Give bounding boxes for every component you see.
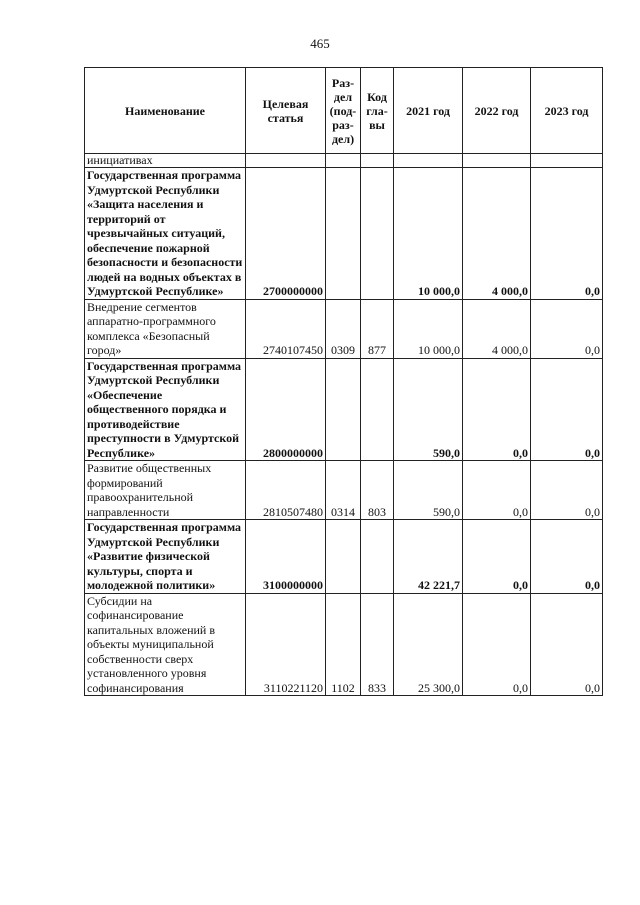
cell-section: 0314 bbox=[326, 461, 361, 520]
cell-code: 3100000000 bbox=[246, 520, 326, 594]
cell-chapter bbox=[361, 520, 394, 594]
cell-name: Внедрение сегментов аппаратно-программного комплекса «Безопасный город» bbox=[85, 299, 246, 358]
cell-2023: 0,0 bbox=[531, 299, 603, 358]
cell-name: Государственная программа Удмуртской Республики «Обеспечение общественного порядка и противодействие преступности в Удмуртской Республике» bbox=[85, 358, 246, 461]
cell-2023: 0,0 bbox=[531, 520, 603, 594]
cell-2023: 0,0 bbox=[531, 593, 603, 696]
table-row bbox=[85, 520, 603, 594]
cell-2022: 0,0 bbox=[463, 461, 531, 520]
cell-name: Субсидии на софинансирование капитальных вложений в объекты муниципальной собственности сверх установленного уровня софинансирования bbox=[85, 593, 246, 696]
cell-chapter bbox=[361, 154, 394, 168]
header-2023: 2023 год bbox=[531, 68, 603, 154]
cell-chapter bbox=[361, 358, 394, 461]
cell-2021: 10 000,0 bbox=[394, 299, 463, 358]
cell-2023 bbox=[531, 154, 603, 168]
cell-chapter: 803 bbox=[361, 461, 394, 520]
header-2021: 2021 год bbox=[394, 68, 463, 154]
cell-2021: 42 221,7 bbox=[394, 520, 463, 594]
cell-2021: 590,0 bbox=[394, 358, 463, 461]
cell-2021: 10 000,0 bbox=[394, 168, 463, 300]
cell-2022: 0,0 bbox=[463, 520, 531, 594]
table-row bbox=[85, 299, 603, 358]
table-header-row bbox=[85, 68, 603, 154]
cell-code: 3110221120 bbox=[246, 593, 326, 696]
cell-2021: 25 300,0 bbox=[394, 593, 463, 696]
cell-2021 bbox=[394, 154, 463, 168]
header-target: Целевая статья bbox=[246, 68, 326, 154]
header-name: Наименование bbox=[85, 68, 246, 154]
cell-code: 2740107450 bbox=[246, 299, 326, 358]
cell-section: 1102 bbox=[326, 593, 361, 696]
cell-code: 2810507480 bbox=[246, 461, 326, 520]
cell-section bbox=[326, 168, 361, 300]
cell-code bbox=[246, 154, 326, 168]
cell-2022: 4 000,0 bbox=[463, 168, 531, 300]
cell-name: Развитие общественных формирований правоохранительной направленности bbox=[85, 461, 246, 520]
cell-2022: 4 000,0 bbox=[463, 299, 531, 358]
cell-chapter bbox=[361, 168, 394, 300]
cell-2022: 0,0 bbox=[463, 593, 531, 696]
header-2022: 2022 год bbox=[463, 68, 531, 154]
table-row bbox=[85, 358, 603, 461]
cell-section: 0309 bbox=[326, 299, 361, 358]
cell-2023: 0,0 bbox=[531, 358, 603, 461]
table-row bbox=[85, 168, 603, 300]
table-row bbox=[85, 593, 603, 696]
cell-section bbox=[326, 358, 361, 461]
cell-section bbox=[326, 154, 361, 168]
header-chapter: Код гла-вы bbox=[361, 68, 394, 154]
cell-chapter: 877 bbox=[361, 299, 394, 358]
cell-section bbox=[326, 520, 361, 594]
cell-2021: 590,0 bbox=[394, 461, 463, 520]
cell-2022 bbox=[463, 154, 531, 168]
table-row bbox=[85, 461, 603, 520]
cell-chapter: 833 bbox=[361, 593, 394, 696]
cell-2022: 0,0 bbox=[463, 358, 531, 461]
cell-code: 2700000000 bbox=[246, 168, 326, 300]
cell-2023: 0,0 bbox=[531, 461, 603, 520]
budget-table bbox=[84, 67, 603, 696]
cell-name: инициативах bbox=[85, 154, 246, 168]
cell-name: Государственная программа Удмуртской Республики «Развитие физической культуры, спорта и молодежной политики» bbox=[85, 520, 246, 594]
header-section: Раз-дел (под-раз-дел) bbox=[326, 68, 361, 154]
cell-code: 2800000000 bbox=[246, 358, 326, 461]
table-row bbox=[85, 154, 603, 168]
cell-2023: 0,0 bbox=[531, 168, 603, 300]
cell-name: Государственная программа Удмуртской Республики «Защита населения и территорий от чрезвычайных ситуаций, обеспечение пожарной безопасности и безопасности людей на водных объектах в Удмуртской Республике» bbox=[85, 168, 246, 300]
page-number: 465 bbox=[310, 36, 330, 51]
